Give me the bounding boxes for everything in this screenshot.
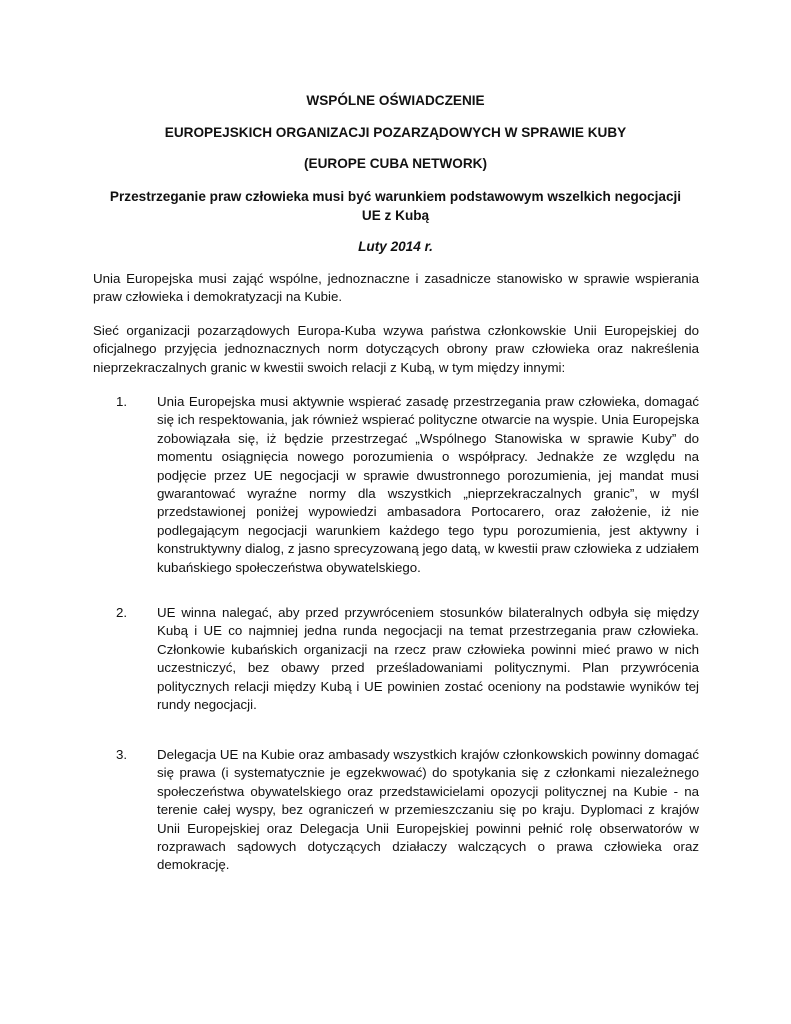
list-item-number: 2. [116, 605, 128, 620]
network-call-paragraph: Sieć organizacji pozarządowych Europa-Kuba wzywa państwa członkowskie Unii Europejskiej do oficjalnego przyjęcia jednoznacznych norm dotyczących obrony praw człowieka oraz nakreślenia nieprzekraczalnych granic w kwestii swoich relacji z Kubą, w tym między innymi: [93, 323, 699, 375]
list-item-text: Delegacja UE na Kubie oraz ambasady wszystkich krajów członkowskich powinny domagać się prawa (i systematycznie je egzekwować) do spotykania się z członkami niezależnego społeczeństwa obywatelskiego oraz przedstawicielami opozycji politycznej na Kubie - na terenie całej wyspy, bez ograniczeń w przemieszczaniu się po kraju. Dyplomaci z krajów Unii Europejskiej oraz Delegacja Unii Europejskiej powinni pełnić rolę obserwatorów w rozprawach sądowych dotyczących działaczy walczących o prawa człowieka oraz demokrację. [157, 747, 699, 873]
list-item-number: 3. [116, 747, 128, 762]
list-item-number: 1. [116, 394, 128, 409]
document-subtitle: Przestrzeganie praw człowieka musi być warunkiem podstawowym wszelkich negocjacji UE z Kubą [109, 189, 682, 223]
document-title-network: (EUROPE CUBA NETWORK) [303, 156, 487, 171]
document-title: WSPÓLNE OŚWIADCZENIE [306, 93, 485, 108]
list-item-text: UE winna nalegać, aby przed przywróceniem stosunków bilateralnych odbyła się między Kubą i UE co najmniej jedna runda negocjacji na temat przestrzegania praw człowieka. Członkowie kubańskich organizacji na rzecz praw człowieka powinni mieć prawo w nich uczestniczyć, bez obawy przed prześladowaniami politycznymi. Plan przywrócenia politycznych relacji między Kubą i UE powinien zostać oceniony na podstawie wyników tej rundy negocjacji. [157, 605, 699, 713]
document-date: Luty 2014 r. [358, 239, 433, 254]
intro-paragraph: Unia Europejska musi zająć wspólne, jednoznaczne i zasadnicze stanowisko w sprawie wspierania praw człowieka i demokratyzacji na Kubie. [93, 271, 699, 305]
document-title-organizations: EUROPEJSKICH ORGANIZACJI POZARZĄDOWYCH W SPRAWIE KUBY [164, 125, 627, 140]
list-item-text: Unia Europejska musi aktywnie wspierać zasadę przestrzegania praw człowieka, domagać się ich respektowania, jak również wspierać polityczne otwarcie na wyspie. Unia Europejska zobowiązała się, iż będzie przestrzegać „Wspólnego Stanowiska w sprawie Kuby” do momentu osiągnięcia nowego porozumienia o współpracy. Jednakże ze względu na podjęcie przez UE negocjacji w sprawie dwustronnego porozumienia, jej mandat musi gwarantować wyraźne normy dla wszystkich „nieprzekraczalnych granic”, w myśl przedstawionej poniżej wypowiedzi ambasadora Portocarero, oraz założenie, iż nie podlegającym negocjacji warunkiem każdego tego typu porozumienia, jest aktywny i konstruktywny dialog, z jasno sprecyzowaną jego datą, w kwestii praw człowieka z udziałem kubańskiego społeczeństwa obywatelskiego. [157, 394, 699, 575]
